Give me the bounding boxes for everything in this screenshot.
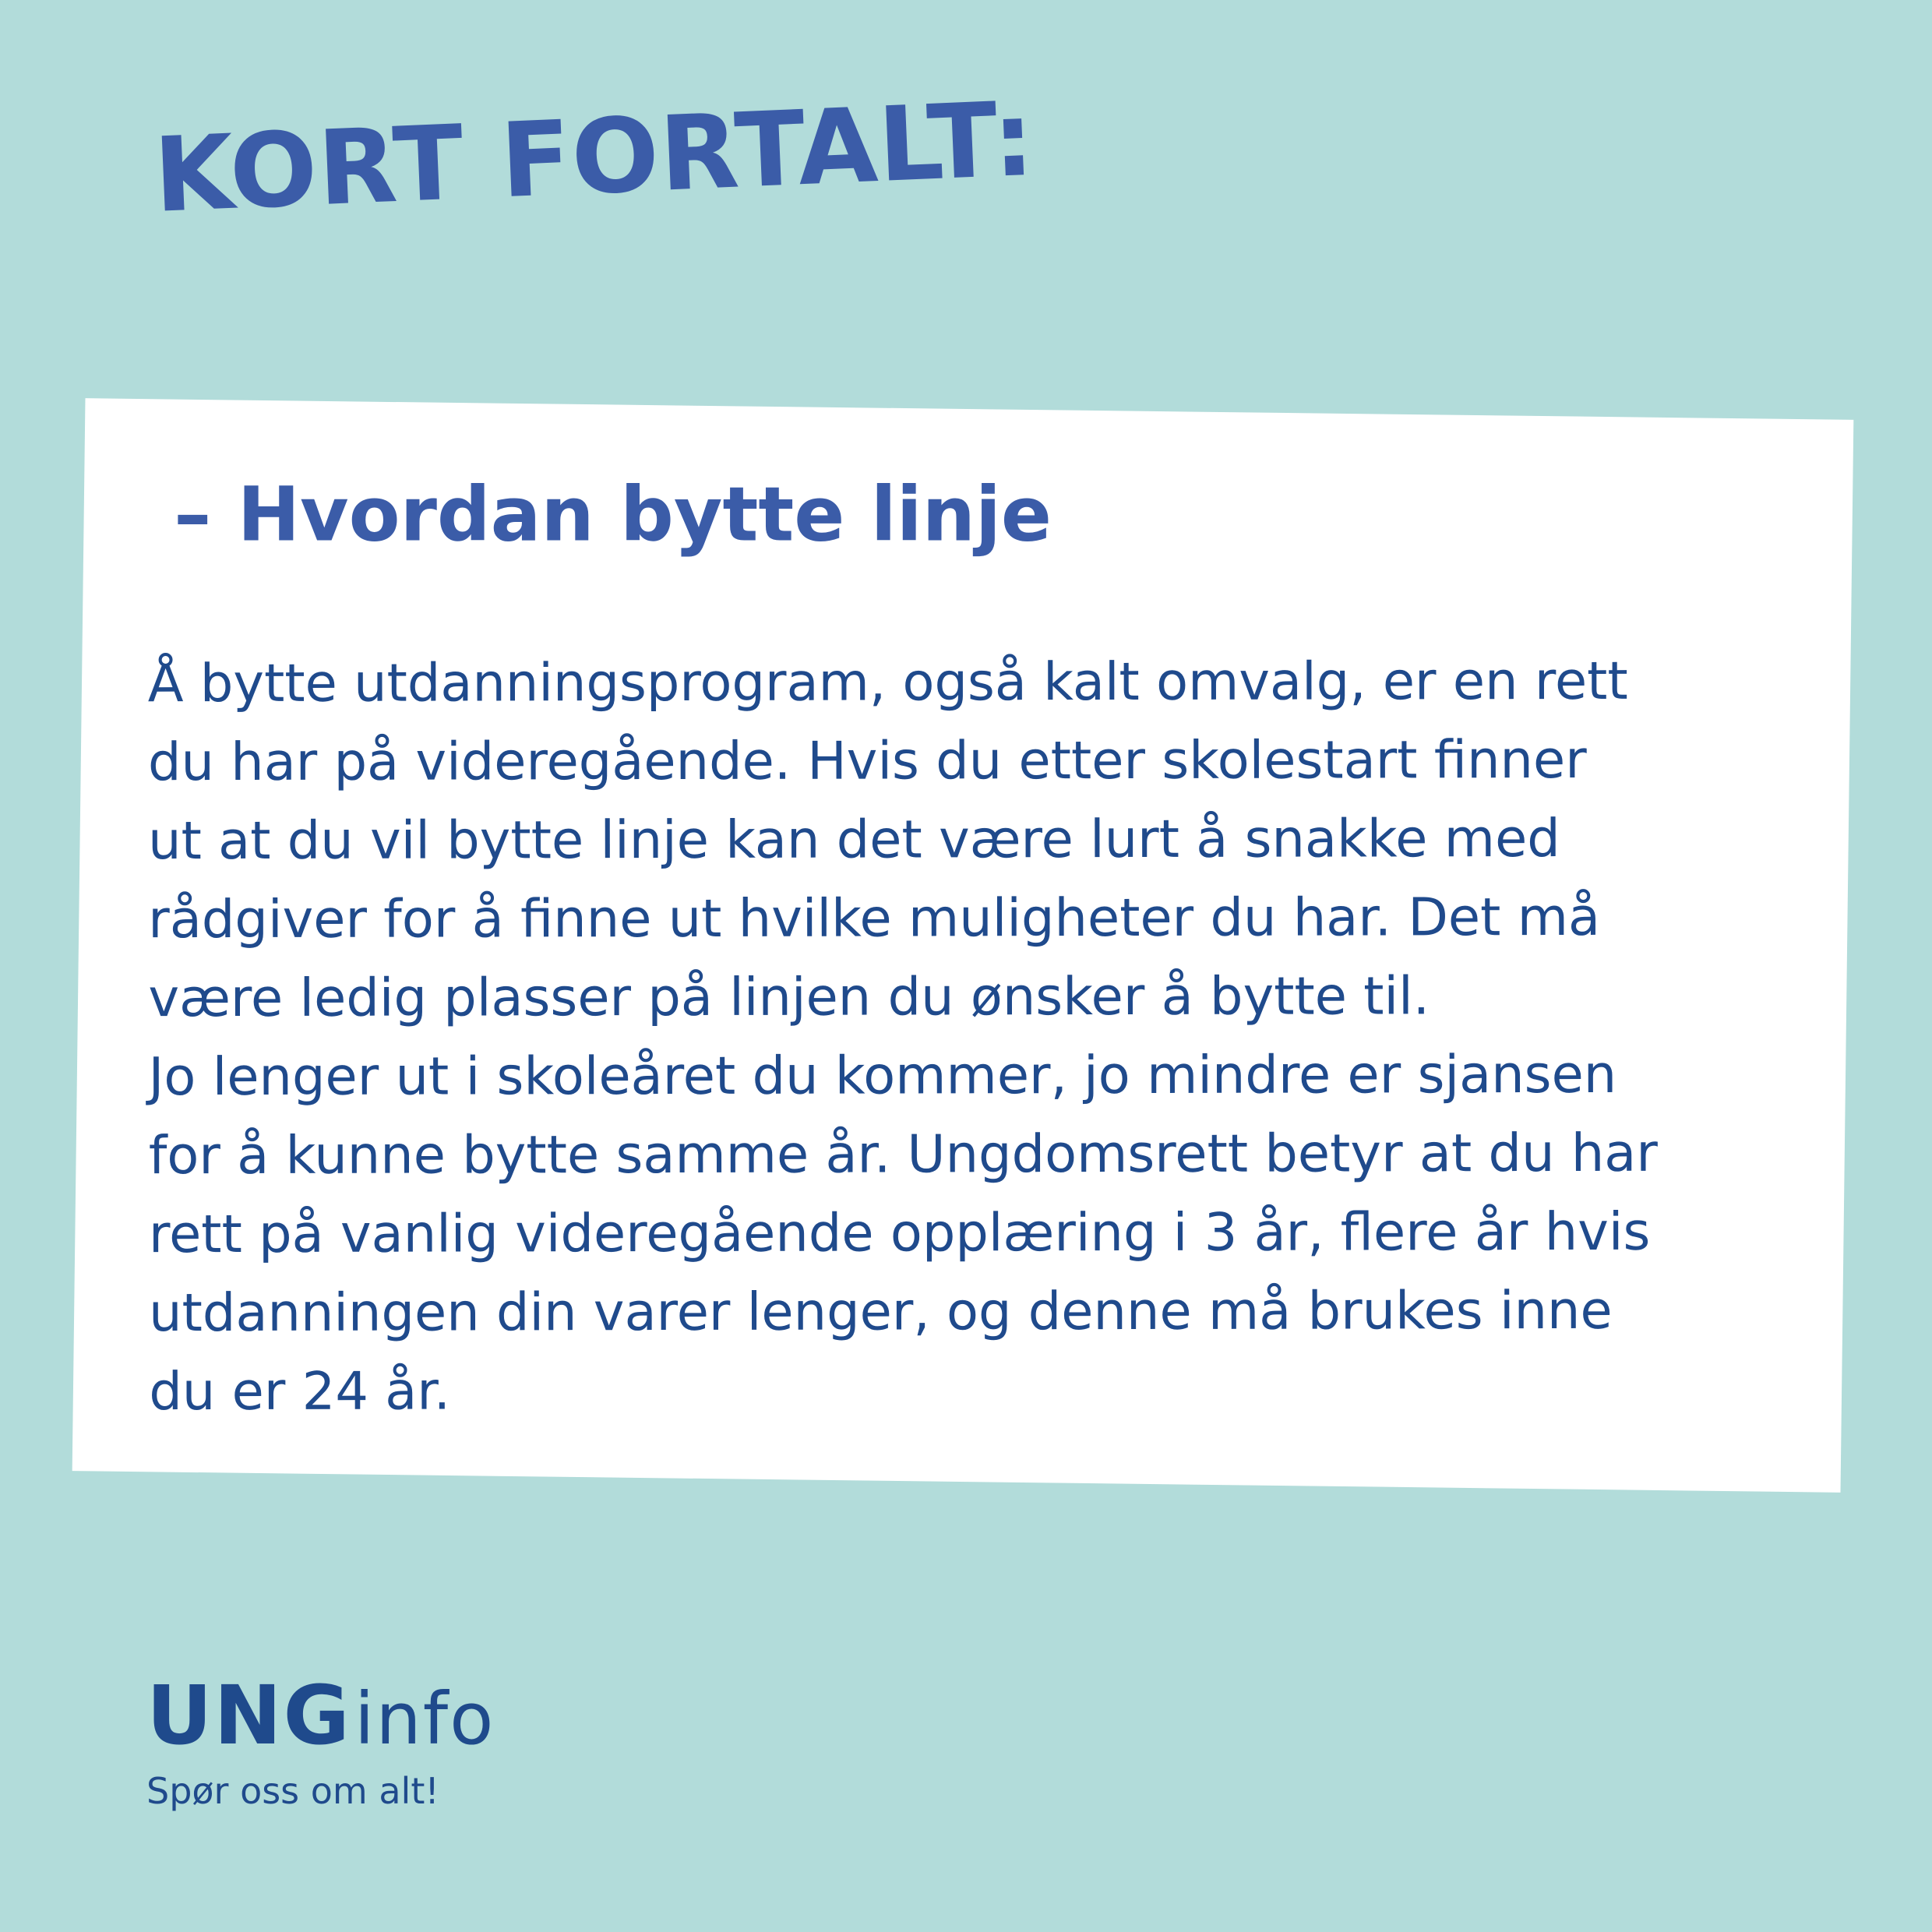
page-title: KORT FORTALT: <box>151 79 1038 236</box>
card-heading: – Hvordan bytte linje <box>174 471 1052 559</box>
logo-tagline: Spør oss om alt! <box>146 1770 439 1812</box>
logo-wordmark-info: info <box>354 1677 495 1761</box>
info-card <box>72 398 1854 1493</box>
unginfo-logo <box>146 1668 495 1812</box>
card-body-text: Å bytte utdanningsprogram, også kalt omvalg, er en rett du har på videregående. Hvis du etter skolestart finner ut at du vil bytte linje kan det være lurt å snakke med rådgiver for å finne ut hvilke muligheter du har. Det må være ledig plasser på linjen du ønsker å bytte til. Jo lenger ut i skoleåret du kommer, jo mindre er sjansen for å kunne bytte samme år. Ungdomsrett betyr at du har rett på vanlig videregående opplæring i 3 år, flere år hvis utdanningen din varer lenger, og denne må brukes inne du er 24 år. <box>147 650 1658 1423</box>
logo-wordmark-ung: UNG <box>146 1668 351 1763</box>
logo-wordmark <box>146 1668 495 1763</box>
